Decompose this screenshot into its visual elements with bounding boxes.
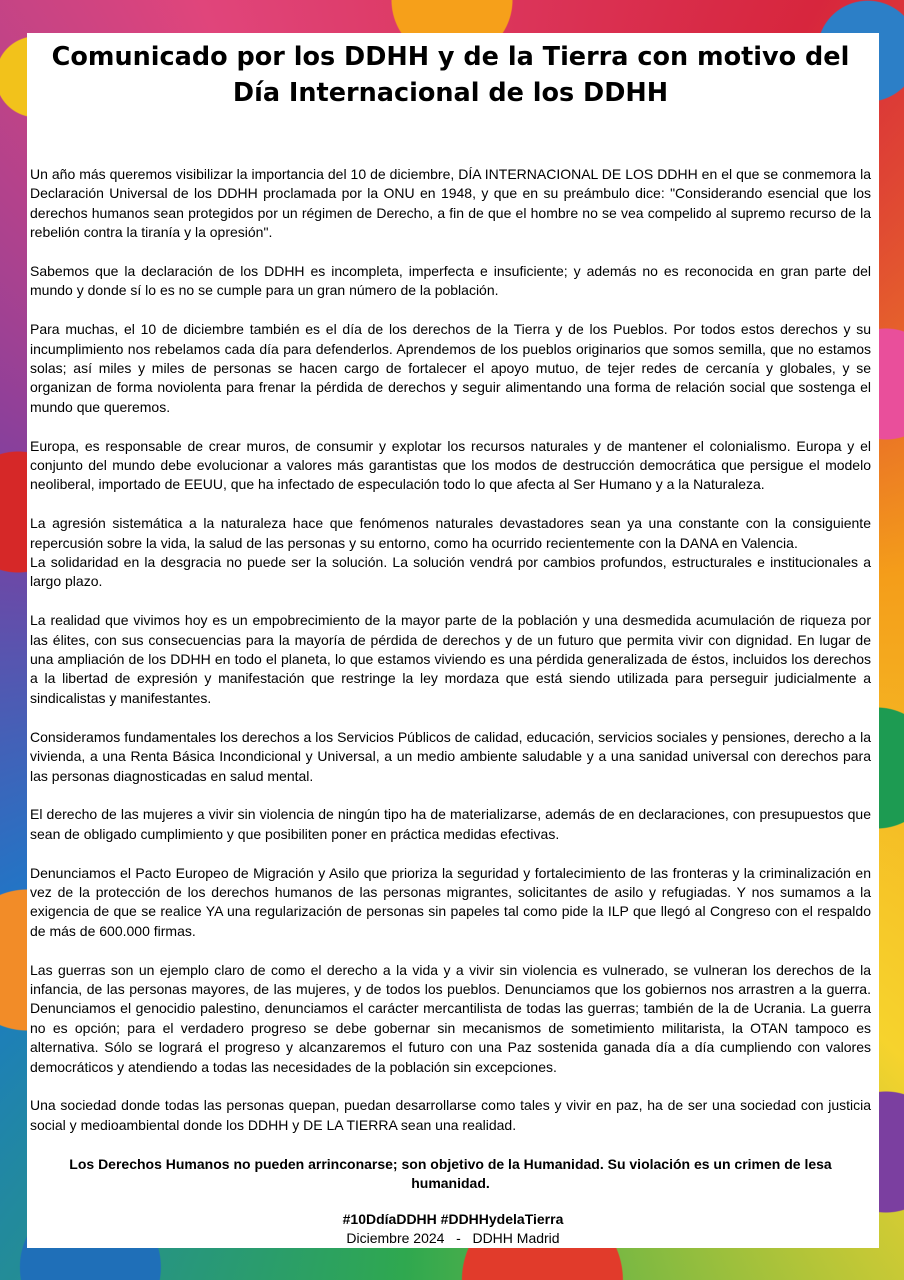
paragraph-10: Denunciamos el Pacto Europeo de Migración y Asilo que prioriza la seguridad y fortalecimiento de las fronteras y la criminalización en vez de la protección de los derechos humanos de las personas migrantes, solicitantes de asilo y refugiadas. Y nos sumamos a la exigencia de que se realice YA una regularización de personas sin papeles tal como pide la ILP que llegó al Congreso con el respaldo de más de 600.000 firmas. bbox=[30, 864, 871, 939]
document-footer bbox=[27, 1210, 879, 1248]
title-line-2: Día Internacional de los DDHH bbox=[232, 78, 669, 108]
document-body bbox=[30, 165, 871, 1193]
paragraph-12: Una sociedad donde todas las personas quepan, puedan desarrollarse como tales y vivir en paz, ha de ser una sociedad con justicia social y medioambiental donde los DDHH y DE LA TIERRA sean una realidad. bbox=[30, 1097, 871, 1133]
closing-statement: Los Derechos Humanos no pueden arrinconarse; son objetivo de la Humanidad. Su violación es un crimen de lesa humanidad. bbox=[69, 1155, 832, 1191]
hashtags: #10DdíaDDHH #DDHHydelaTierra bbox=[342, 1211, 564, 1227]
paragraph-7: La realidad que vivimos hoy es un empobrecimiento de la mayor parte de la población y una desmedida acumulación de riqueza por las élites, con sus consecuencias para la mayoría de pérdida de derechos y de un futuro que permita vivir con dignidad. En lugar de una ampliación de los DDHH en todo el planeta, lo que estamos viviendo es una pérdida generalizada de éstos, incluidos los derechos a la libertad de expresión y manifestación que restringe la ley mordaza que está siendo utilizada para perseguir judicialmente a sindicalistas y manifestantes. bbox=[30, 612, 871, 706]
paragraph-8: Consideramos fundamentales los derechos a los Servicios Públicos de calidad, educación, servicios sociales y pensiones, derecho a la vivienda, a una Renta Básica Incondicional y Universal, a un medio ambiente saludable y a una sanidad universal con derechos para las personas diagnosticadas en salud mental. bbox=[30, 728, 871, 784]
document-page bbox=[27, 33, 879, 1248]
document-title bbox=[30, 33, 871, 111]
paragraph-5: La agresión sistemática a la naturaleza hace que fenómenos naturales devastadores sean ya una constante con la consiguiente repercusión sobre la vida, la salud de las personas y su entorno, como ha ocurrido recientemente con la DANA en Valencia. bbox=[30, 515, 871, 551]
paragraph-6: La solidaridad en la desgracia no puede ser la solución. La solución vendrá por cambios profundos, estructurales e institucionales a largo plazo. bbox=[30, 554, 871, 590]
signature: Diciembre 2024 - DDHH Madrid bbox=[346, 1230, 560, 1246]
paragraph-4: Europa, es responsable de crear muros, de consumir y explotar los recursos naturales y de mantener el colonialismo. Europa y el conjunto del mundo debe evolucionar a valores más garantistas que los modos de destrucción democrática que persigue el modelo neoliberal, importado de EEUU, que ha infectado de especulación todo lo que afecta al Ser Humano y a la Naturaleza. bbox=[30, 437, 871, 493]
paragraph-11: Las guerras son un ejemplo claro de como el derecho a la vida y a vivir sin violencia es vulnerado, se vulneran los derechos de la infancia, de las personas mayores, de las mujeres, y de todos los pueblos. Denunciamos que los gobiernos nos arrastren a la guerra. Denunciamos el genocidio palestino, denunciamos el carácter mercantilista de todas las guerras; también de la de Ucrania. La guerra no es opción; para el verdadero progreso se debe gobernar sin mecanismos de sometimiento militarista, la OTAN tampoco es alternativa. Sólo se logrará el progreso y alcanzaremos el futuro con una Paz sostenida ganada día a día cumpliendo con valores democráticos y atendiendo a todas las necesidades de la población sin excepciones. bbox=[30, 961, 871, 1075]
paragraph-2: Sabemos que la declaración de los DDHH es incompleta, imperfecta e insuficiente; y además no es reconocida en gran parte del mundo y donde sí lo es no se cumple para un gran número de la población. bbox=[30, 263, 871, 299]
paragraph-1: Un año más queremos visibilizar la importancia del 10 de diciembre, DÍA INTERNACIONAL DE LOS DDHH en el que se conmemora la Declaración Universal de los DDHH proclamada por la ONU en 1948, y que en su preámbulo dice: "Considerando esencial que los derechos humanos sean protegidos por un régimen de Derecho, a fin de que el hombre no se vea compelido al supremo recurso de la rebelión contra la tiranía y la opresión". bbox=[30, 166, 871, 241]
paragraph-3: Para muchas, el 10 de diciembre también es el día de los derechos de la Tierra y de los Pueblos. Por todos estos derechos y su incumplimiento nos rebelamos cada día para defenderlos. Aprendemos de los pueblos originarios que somos semilla, que no estamos solas; así miles y miles de personas se hacen cargo de fortalecer el apoyo mutuo, de tejer redes de cercanía y globales, y se organizan de forma noviolenta para frenar la pérdida de derechos y seguir alimentando una forma de relación social que sostenga el mundo que queremos. bbox=[30, 321, 871, 415]
paragraph-9: El derecho de las mujeres a vivir sin violencia de ningún tipo ha de materializarse, además de en declaraciones, con presupuestos que sean de obligado cumplimiento y que posibiliten poner en práctica medidas efectivas. bbox=[30, 806, 871, 842]
title-line-1: Comunicado por los DDHH y de la Tierra con motivo del bbox=[51, 42, 850, 72]
